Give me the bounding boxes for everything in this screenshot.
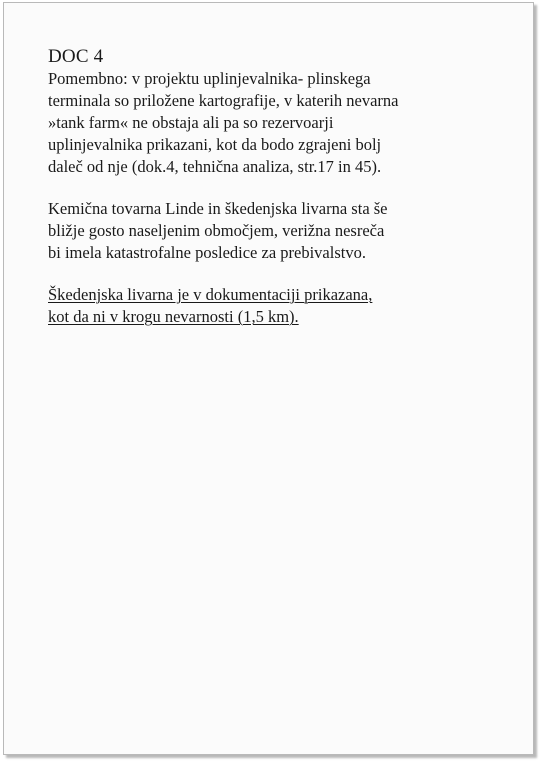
text-line: terminala so priložene kartografije, v katerih nevarna	[48, 91, 399, 110]
text-line: bi imela katastrofalne posledice za prebivalstvo.	[48, 243, 366, 262]
paragraph-spacer	[48, 264, 518, 284]
text-line: Kemična tovarna Linde in škedenjska livarna sta še	[48, 199, 388, 218]
document-page	[3, 2, 534, 755]
text-line: kot da ni v krogu nevarnosti (1,5 km).	[48, 307, 299, 326]
document-heading: DOC 4	[48, 46, 104, 67]
text-line: uplinjevalnika prikazani, kot da bodo zgrajeni bolj	[48, 135, 382, 154]
paragraph-spacer	[48, 178, 518, 198]
paragraph-underlined-statement	[48, 284, 518, 328]
paragraph-linde-foundry	[48, 198, 518, 264]
text-line: Škedenjska livarna je v dokumentaciji prikazana,	[48, 285, 373, 304]
text-line: Pomembno: v projektu uplinjevalnika- plinskega	[48, 69, 371, 88]
paragraph-notice	[48, 68, 518, 178]
text-line: bližje gosto naseljenim območjem, verižna nesreča	[48, 221, 385, 240]
text-line: daleč od nje (dok.4, tehnična analiza, str.17 in 45).	[48, 157, 382, 176]
document-content	[48, 47, 518, 328]
text-line: »tank farm« ne obstaja ali pa so rezervoarji	[48, 113, 334, 132]
